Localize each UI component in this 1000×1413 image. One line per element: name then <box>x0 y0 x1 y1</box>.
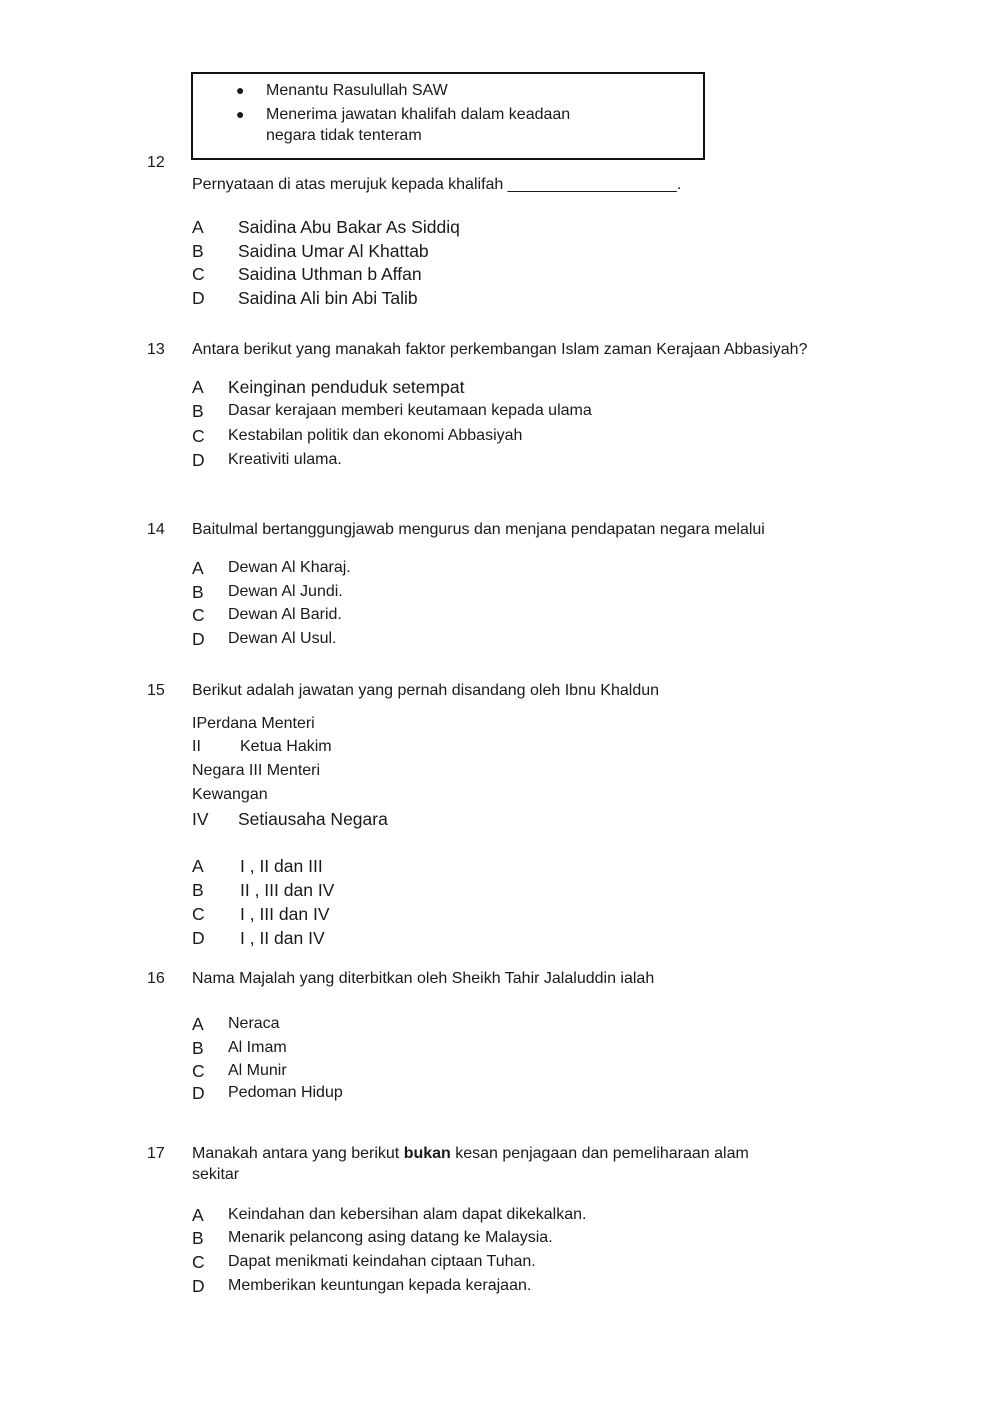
q14-option-d[interactable]: Dewan Al Usul. <box>228 630 337 647</box>
q17-stem-post: kesan penjagaan dan pemeliharaan alam <box>450 1145 749 1162</box>
q12-option-c[interactable]: Saidina Uthman b Affan <box>238 264 422 284</box>
q13-option-b-letter: B <box>192 401 204 421</box>
q16-option-a-letter: A <box>192 1014 204 1034</box>
q16-number: 16 <box>147 970 165 987</box>
q16-option-c-letter: C <box>192 1061 205 1081</box>
q13-option-c[interactable]: Kestabilan politik dan ekonomi Abbasiyah <box>228 427 523 444</box>
q17-option-d[interactable]: Memberikan keuntungan kepada kerajaan. <box>228 1277 532 1294</box>
q15-number: 15 <box>147 682 165 699</box>
q15-list-line-4: Kewangan <box>192 786 268 803</box>
q17-number: 17 <box>147 1145 165 1162</box>
q12-option-d-letter: D <box>192 288 205 308</box>
q15-option-a[interactable]: I , II dan III <box>240 856 323 876</box>
q13-stem: Antara berikut yang manakah faktor perkembangan Islam zaman Kerajaan Abbasiyah? <box>192 341 808 358</box>
q12-number: 12 <box>147 154 165 171</box>
q15-option-d-letter: D <box>192 928 205 948</box>
q17-option-a-letter: A <box>192 1205 204 1225</box>
q13-option-a-letter: A <box>192 377 204 397</box>
q14-option-b[interactable]: Dewan Al Jundi. <box>228 583 343 600</box>
q17-stem-line-2: sekitar <box>192 1166 240 1183</box>
q14-option-a[interactable]: Dewan Al Kharaj. <box>228 559 351 576</box>
q17-option-c[interactable]: Dapat menikmati keindahan ciptaan Tuhan. <box>228 1253 536 1270</box>
q14-option-a-letter: A <box>192 558 204 578</box>
q12-option-a[interactable]: Saidina Abu Bakar As Siddiq <box>238 217 460 237</box>
q16-stem: Nama Majalah yang diterbitkan oleh Sheikh Tahir Jalaluddin ialah <box>192 970 655 987</box>
q15-list-ii-text: Ketua Hakim <box>240 738 332 755</box>
q17-option-b[interactable]: Menarik pelancong asing datang ke Malaysia. <box>228 1229 553 1246</box>
q14-option-c[interactable]: Dewan Al Barid. <box>228 606 342 623</box>
bullet-icon: ● <box>236 82 245 98</box>
q14-number: 14 <box>147 521 165 538</box>
q12-option-c-letter: C <box>192 264 205 284</box>
q15-option-b[interactable]: II , III dan IV <box>240 880 335 900</box>
q16-option-b[interactable]: Al Imam <box>228 1039 287 1056</box>
q13-option-c-letter: C <box>192 426 205 446</box>
q13-option-a[interactable]: Keinginan penduduk setempat <box>228 377 465 397</box>
q17-option-a[interactable]: Keindahan dan kebersihan alam dapat dikekalkan. <box>228 1206 587 1223</box>
q16-option-d[interactable]: Pedoman Hidup <box>228 1084 343 1101</box>
q15-option-d[interactable]: I , II dan IV <box>240 928 325 948</box>
q15-list-iv-number: IV <box>192 809 209 829</box>
q17-stem-pre: Manakah antara yang berikut <box>192 1145 404 1162</box>
q12-option-b-letter: B <box>192 241 204 261</box>
q13-number: 13 <box>147 341 165 358</box>
q16-option-c[interactable]: Al Munir <box>228 1062 287 1079</box>
q13-option-b[interactable]: Dasar kerajaan memberi keutamaan kepada ulama <box>228 402 592 419</box>
q15-list-ii-number: II <box>192 738 201 755</box>
q16-option-a[interactable]: Neraca <box>228 1015 280 1032</box>
q12-option-a-letter: A <box>192 217 204 237</box>
q12-option-b[interactable]: Saidina Umar Al Khattab <box>238 241 429 261</box>
q12-option-d[interactable]: Saidina Ali bin Abi Talib <box>238 288 418 308</box>
q15-list-line-1: IPerdana Menteri <box>192 715 315 732</box>
q14-stem: Baitulmal bertanggungjawab mengurus dan menjana pendapatan negara melalui <box>192 521 765 538</box>
q15-option-c[interactable]: I , III dan IV <box>240 904 330 924</box>
q15-stem: Berikut adalah jawatan yang pernah disandang oleh Ibnu Khaldun <box>192 682 660 699</box>
q17-stem <box>192 1145 749 1163</box>
q17-option-b-letter: B <box>192 1228 204 1248</box>
q14-option-c-letter: C <box>192 605 205 625</box>
q15-list-line-3: Negara III Menteri <box>192 762 321 779</box>
q17-option-c-letter: C <box>192 1252 205 1272</box>
q12-stem: Pernyataan di atas merujuk kepada khalifah ___________________. <box>192 176 682 193</box>
q16-option-d-letter: D <box>192 1083 205 1103</box>
q16-option-b-letter: B <box>192 1038 204 1058</box>
q15-list-iv-text: Setiausaha Negara <box>238 809 388 829</box>
q13-option-d[interactable]: Kreativiti ulama. <box>228 451 342 468</box>
q12-bullet-1: Menantu Rasulullah SAW <box>266 82 448 99</box>
q17-stem-bold: bukan <box>403 1145 451 1162</box>
q17-option-d-letter: D <box>192 1276 205 1296</box>
q15-option-c-letter: C <box>192 904 205 924</box>
q15-option-a-letter: A <box>192 856 204 876</box>
bullet-icon: ● <box>236 106 245 122</box>
q14-option-d-letter: D <box>192 629 205 649</box>
q15-option-b-letter: B <box>192 880 204 900</box>
q12-bullet-2-cont: negara tidak tenteram <box>266 127 422 144</box>
q13-option-d-letter: D <box>192 450 205 470</box>
q14-option-b-letter: B <box>192 582 204 602</box>
q12-bullet-2: Menerima jawatan khalifah dalam keadaan <box>266 106 571 123</box>
